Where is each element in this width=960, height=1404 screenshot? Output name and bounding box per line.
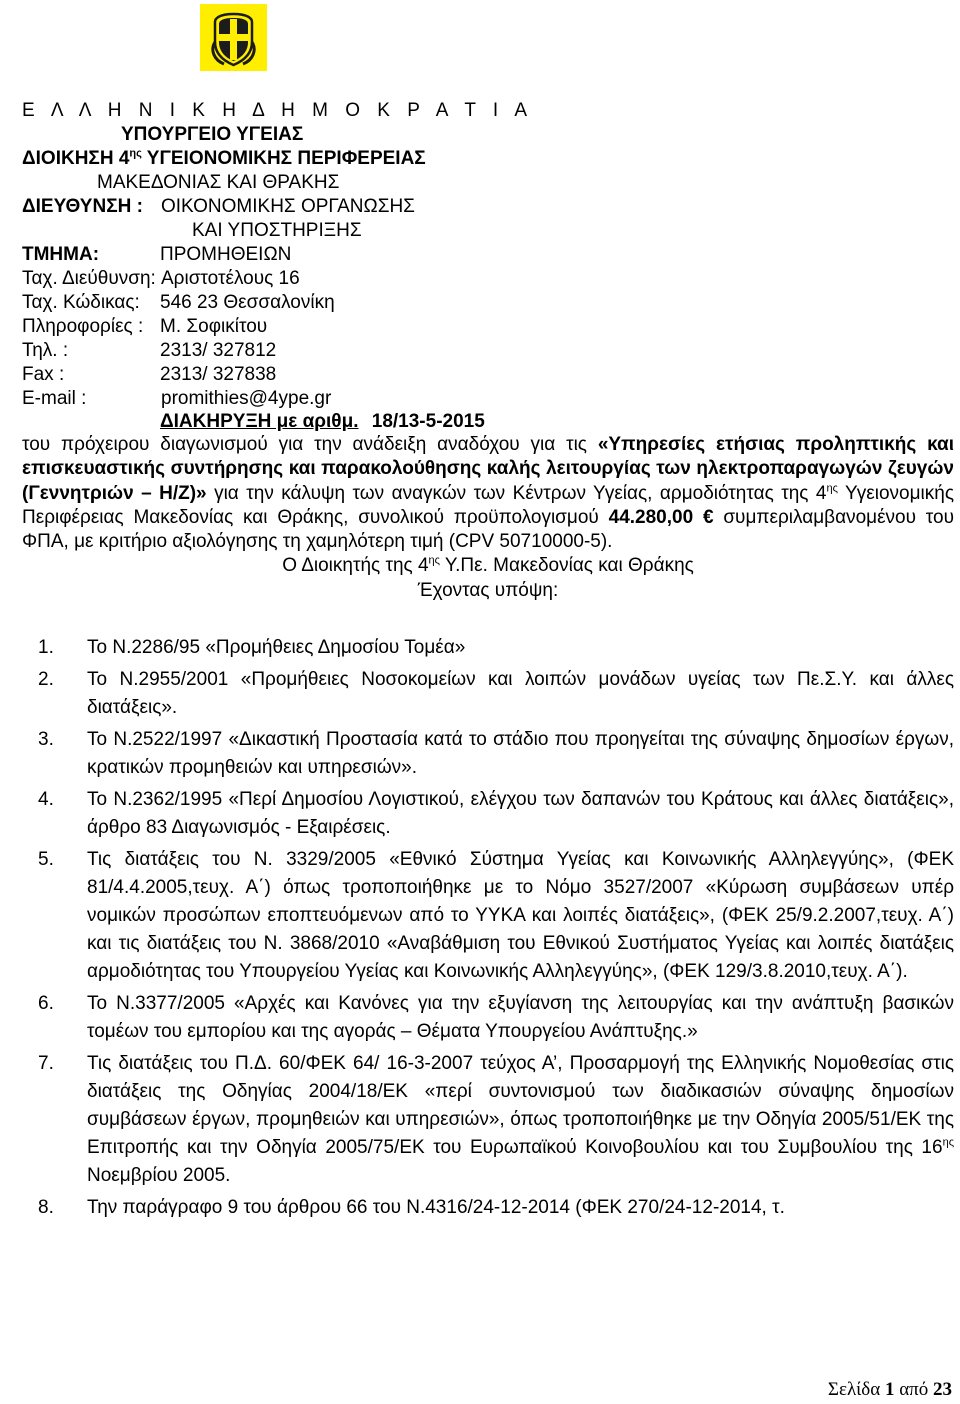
intro-paragraph: του πρόχειρου διαγωνισμού για την ανάδειξη αναδόχου για τις «Υπηρεσίες ετήσιας προληπτικής και επισκευαστικής συντήρησης και παρακολούθησης καλής λειτουργίας των ηλεκτροπαραγωγών ζευγών (Γεννητριών – Η/Ζ)» για την κάλυψη των αναγκών των Κέντρων Υγείας, αρμοδιότητας της $4^{\eta\varsigma}$ Υγειονομικής Περιφέρειας Μακεδονίας και Θράκης, συνολικού προϋπολογισμού 44.280,00 € συμπεριλαμβανομένου του ΦΠΑ, με κριτήριο αξιολόγησης τη χαμηλότερη τιμή (CPV 50710000-5). Ο Διοικητής της $4^{\eta\varsigma}$ Υ.Πε. Μακεδονίας και Θράκης Έχοντας υπόψη: xyxy=(22,433,954,603)
contact-label: Πληροφορίες : xyxy=(22,316,144,337)
list-item: 3. Το Ν.2522/1997 «Δικαστική Προστασία κατά το στάδιο που προηγείται της σύναψης δημοσίων έργων, κρατικών προμηθειών και υπηρεσιών». xyxy=(38,729,954,778)
ministry-name: ΥΠΟΥΡΓΕΙΟ ΥΓΕΙΑΣ xyxy=(121,124,304,145)
list-item: 8. Την παράγραφο 9 του άρθρου 66 του Ν.4316/24-12-2014 (ΦΕΚ 270/24-12-2014, τ. xyxy=(38,1197,785,1218)
contact-value: Μ. Σοφικίτου xyxy=(160,316,268,337)
list-item: 1. Το Ν.2286/95 «Προμήθειες Δημοσίου Τομέα» xyxy=(38,637,466,658)
direction-value: ΟΙΚΟΝΟΜΙΚΗΣ ΟΡΓΑΝΩΣΗΣ xyxy=(161,196,415,217)
direction-value-2: ΚΑΙ ΥΠΟΣΤΗΡΙΞΗΣ xyxy=(192,220,362,241)
direction-label: ΔΙΕΥΘΥΝΣΗ : xyxy=(22,196,143,217)
department-label: ΤΜΗΜΑ: xyxy=(22,244,100,265)
address-label: Ταχ. Διεύθυνση: xyxy=(22,268,156,289)
postcode-label: Ταχ. Κώδικας: xyxy=(22,292,140,313)
announcement-label: ΔΙΑΚΗΡΥΞΗ με αριθμ. xyxy=(160,411,359,432)
address-value: Αριστοτέλους 16 xyxy=(161,268,300,289)
postcode-value: 546 23 Θεσσαλονίκη xyxy=(160,292,335,313)
list-item: 5. Τις διατάξεις του Ν. 3329/2005 «Εθνικό Σύστημα Υγείας και Κοινωνικής Αλληλεγγύης», (ΦΕΚ 81/4.4.2005,τευχ. Α΄) όπως τροποποιήθηκε με το Νόμο 3527/2007 «Κύρωση συμβάσεων υπέρ νομικών προσώπων εποπτευόμενων από το ΥΥΚΑ και λοιπές διατάξεις», (ΦΕΚ 25/9.2.2007,τευχ. Α΄) και τις διατάξεις του Ν. 3868/2010 «Αναβάθμιση του Εθνικού Συστήματος Υγείας και λοιπές διατάξεις αρμοδιότητας του Υπουργείου Υγείας και Κοινωνικής Αλληλεγγύης», (ΦΕΚ 129/3.8.2010,τευχ. Α΄). xyxy=(38,849,954,982)
list-item: 4. Το Ν.2362/1995 «Περί Δημοσίου Λογιστικού, ελέγχου των δαπανών του Κράτους και άλλες διατάξεις», άρθρο 83 Διαγωνισμός - Εξαιρέσεις. xyxy=(38,789,954,838)
list-item: 2. Το Ν.2955/2001 «Προμήθειες Νοσοκομείων και λοιπών μονάδων υγείας των Πε.Σ.Υ. και άλλες διατάξεις». xyxy=(38,669,954,718)
email-label: E-mail : xyxy=(22,388,87,409)
legal-references-list xyxy=(38,634,954,1222)
region-name: ΜΑΚΕΔΟΝΙΑΣ ΚΑΙ ΘΡΑΚΗΣ xyxy=(97,172,340,193)
administration-name: ΔΙΟΙΚΗΣΗ $4^{\eta\varsigma}$ ΥΓΕΙΟΝΟΜΙΚΗΣ ΠΕΡΙΦΕΡΕΙΑΣ xyxy=(22,147,426,169)
announcement-number: 18/13-5-2015 xyxy=(371,411,485,432)
fax-label: Fax : xyxy=(22,364,65,385)
email-value[interactable]: promithies@4ype.gr xyxy=(161,388,332,409)
fax-value: 2313/ 327838 xyxy=(160,364,277,385)
having-in-mind: Έχοντας υπόψη: xyxy=(417,579,559,601)
coat-of-arms-emblem xyxy=(200,4,267,71)
list-item: 7. Τις διατάξεις του Π.Δ. 60/ΦΕΚ 64/ 16-3-2007 τεύχος Α’, Προσαρμογή της Ελληνικής Νομοθεσίας στις διατάξεις της Οδηγίας 2004/18/ΕΚ «περί συντονισμού των διαδικασιών σύναψης δημοσίων συμβάσεων έργων, προμηθειών και υπηρεσιών», όπως τροποποιήθηκε με την Οδηγία 2005/51/ΕΚ της Επιτροπής και την Οδηγία 2005/75/ΕΚ του Ευρωπαϊκού Κοινοβουλίου και του Συμβουλίου της $16^{\eta\varsigma}$ Νοεμβρίου 2005. xyxy=(38,1053,954,1186)
governor-line: Ο Διοικητής της $4^{\eta\varsigma}$ Υ.Πε. Μακεδονίας και Θράκης xyxy=(282,555,694,577)
department-value: ΠΡΟΜΗΘΕΙΩΝ xyxy=(160,244,292,265)
phone-value: 2313/ 327812 xyxy=(160,340,277,361)
page-footer: Σελίδα 1 από 23 xyxy=(827,1379,952,1400)
phone-label: Τηλ. : xyxy=(22,340,69,361)
country-name: Ε Λ Λ Η Ν Ι Κ Η Δ Η Μ Ο Κ Ρ Α Τ Ι Α xyxy=(22,100,531,121)
list-item: 6. Το Ν.3377/2005 «Αρχές και Κανόνες για την εξυγίανση της λειτουργίας και την ανάπτυξη βασικών τομέων του εμπορίου και της αγοράς – Θέματα Υπουργείου Ανάπτυξης.» xyxy=(38,993,954,1042)
announcement-title xyxy=(160,410,485,434)
